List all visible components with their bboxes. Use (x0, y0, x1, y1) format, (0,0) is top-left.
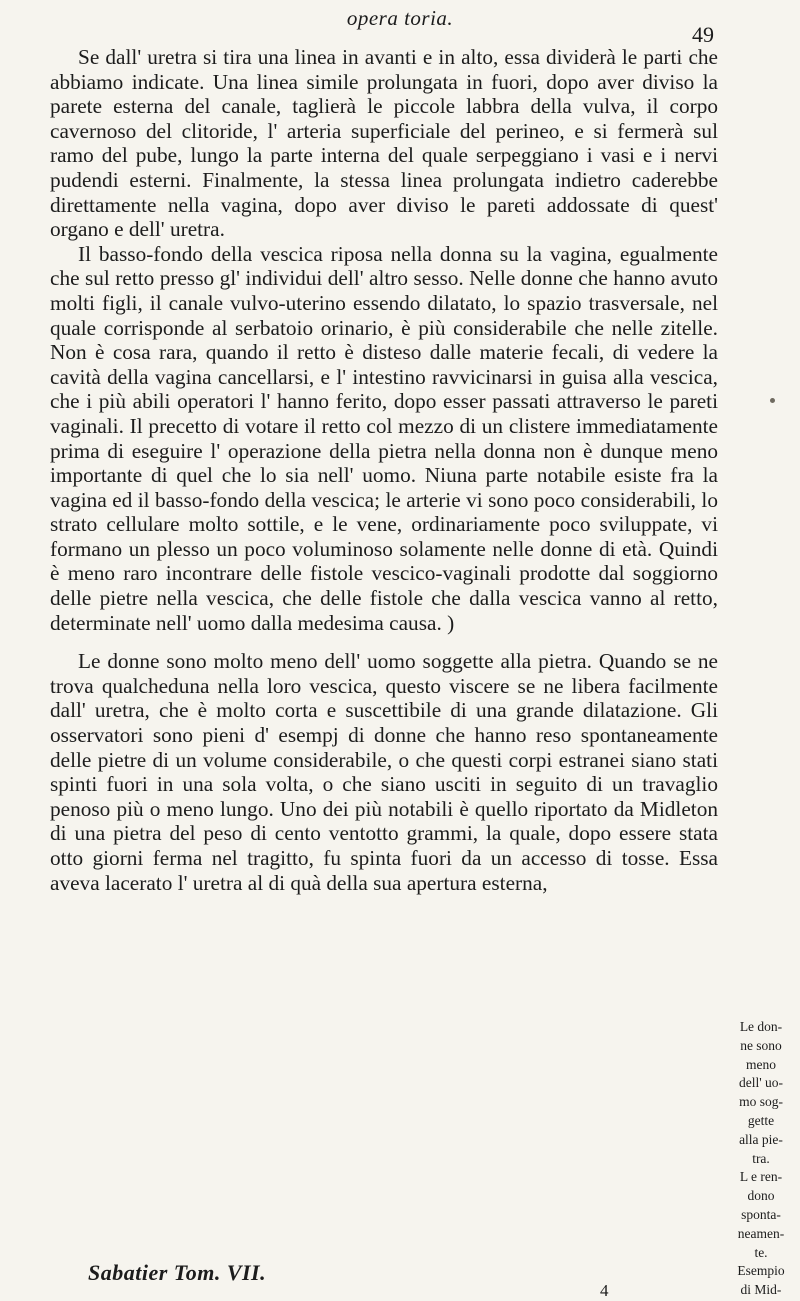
margin-note-line: neamen- (737, 1225, 785, 1241)
ink-fleck (770, 398, 775, 403)
main-text-column (50, 45, 718, 895)
page-footer (50, 1260, 750, 1296)
margin-note-line: mo sog- (739, 1094, 783, 1110)
margin-note-line: L e ren- (739, 1169, 783, 1185)
paragraph-women-stones: Le donne sono molto meno dell' uomo soggette alla pietra. Quando se ne trova qualcheduna nella loro vescica, questo viscere se ne libera facilmente dall' uretra, che è molto corta e suscettibile di una grande dilatazione. Gli osservatori sono pieni d' esempj di donne che hanno reso spontaneamente delle pietre di un volume considerabile, o che questi corpi estranei siano stati spinti fuori in una sola volta, o che siano usciti in seguito di un travaglio penoso più o meno lungo. Uno dei più notabili è quello riportato da Midleton di una pietra del peso di cento ventotto grammi, la quale, dopo essere stata otto giorni ferma nel tragitto, fu spinta fuori da un accesso di tosse. Essa aveva lacerato l' uretra al di quà della sua apertura esterna, (50, 649, 718, 895)
margin-note-line: ne sono (740, 1037, 782, 1053)
margin-note-line: di Mid- (740, 1282, 782, 1298)
margin-note-line: Le don- (739, 1019, 783, 1034)
margin-note (728, 1018, 794, 1300)
margin-note-line: dono (747, 1188, 775, 1204)
margin-note-line: Esempio (737, 1263, 785, 1279)
sheet-mark: 4 (600, 1281, 609, 1300)
paragraph-urethra-line: Se dall' uretra si tira una linea in avanti e in alto, essa dividerà le parti che abbiamo indicate. Una linea simile prolungata in fuori, dopo aver diviso la parete esterna del canale, taglierà le piccole labbra della vulva, il corpo cavernoso del clitoride, l' arteria superficiale del perineo, e si fermerà sul ramo del pube, lungo la parte interna del quale serpeggiano i vasi e i nervi pudendi esterni. Finalmente, la stessa linea prolungata indietro caderebbe direttamente nella vagina, dopo aver diviso le pareti addossate di quest' organo e dell' uretra. (50, 45, 718, 242)
paragraph-bladder-base: Il basso-fondo della vescica riposa nella donna su la vagina, egualmente che sul retto presso gl' individui dell' altro sesso. Nelle donne che hanno avuto molti figli, il canale vulvo-uterino essendo dilatato, lo spazio trasversale, nel quale corrisponde al serbatoio orinario, è più considerabile che nelle zitelle. Non è cosa rara, quando il retto è disteso dalle materie fecali, di vedere la cavità della vagina cancellarsi, e l' intestino ravvicinarsi in guisa alla vescica, che i più abili operatori l' hanno ferito, dopo esser passati attraverso le pareti vaginali. Il precetto di votare il retto col mezzo di un clistere immediatamente prima di eseguire l' operazione della pietra nella donna non è dunque meno importante di quel che lo sia nell' uomo. Niuna parte notabile esiste fra la vagina ed il basso-fondo della vescica; le arterie vi sono poco considerabili, lo strato cellulare molto sottile, e le vene, ordinariamente poco sviluppate, vi formano un plesso un poco voluminoso solamente nelle donne di età. Quindi è meno raro incontrare delle fistole vescico-vaginali prodotte dal soggiorno delle pietre nella vescica, che delle fistole che dalla vescica vanno al retto, determinate nell' uomo dalla medesima causa. ) (50, 241, 718, 635)
margin-note-line: sponta- (741, 1206, 781, 1222)
page-number: 49 (692, 22, 714, 47)
running-title: opera toria. (346, 6, 454, 30)
margin-note-line: gette (747, 1112, 775, 1128)
printer-signature: Sabatier Tom. VII. (88, 1260, 267, 1285)
margin-note-line: te. (754, 1244, 768, 1260)
margin-note-line: meno (746, 1056, 776, 1072)
margin-note-line: alla pie- (739, 1131, 783, 1147)
margin-note-line: tra. (752, 1150, 770, 1166)
margin-note-line: dell' uo- (738, 1075, 784, 1091)
